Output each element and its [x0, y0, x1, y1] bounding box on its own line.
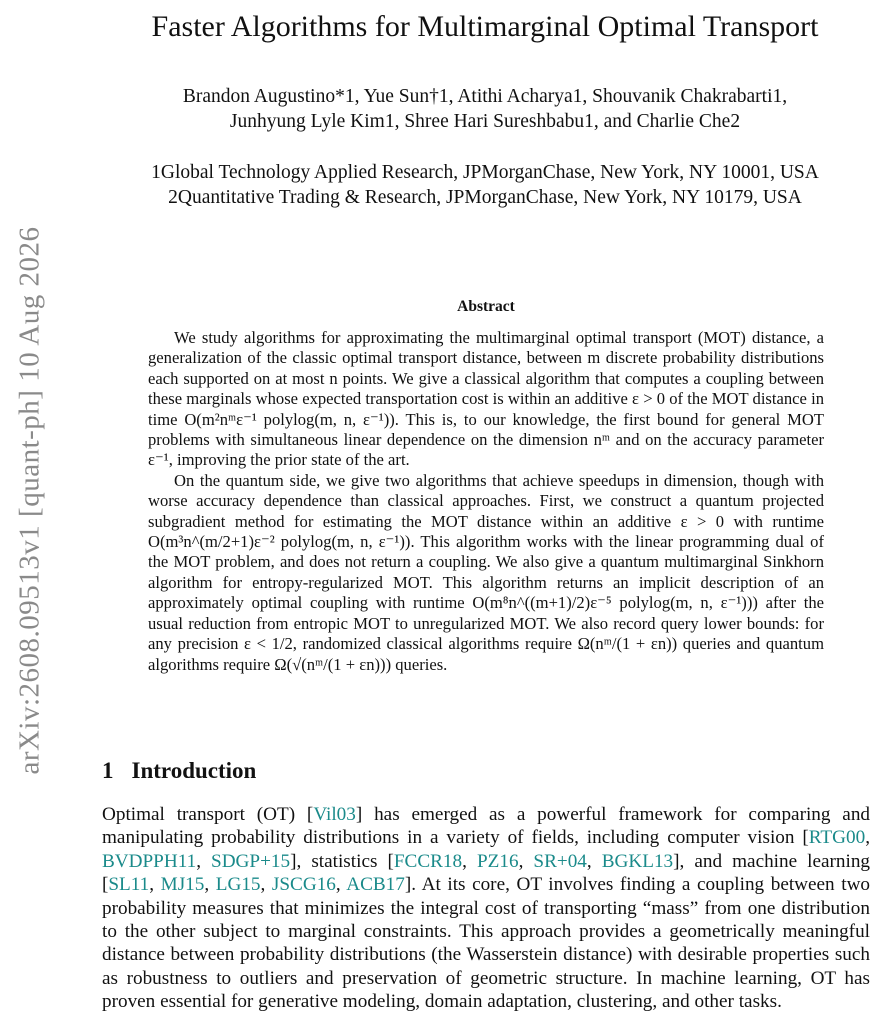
author-line-1: Brandon Augustino*1, Yue Sun†1, Atithi Acharya1, Shouvanik Chakrabarti1,	[182, 86, 788, 107]
abstract-paragraph: We study algorithms for approximating the multimarginal optimal transport (MOT) distance, a generalization of the classic optimal transport distance, between m discrete probability distributions each supported on at most n points. We give a classical algorithm that computes a coupling between these marginals whose expected transportation cost is within an additive ε > 0 of the MOT distance in time O(m²nᵐε⁻¹ polylog(m, n, ε⁻¹)). This is, to our knowledge, the first bound for general MOT problems with simultaneous linear dependence on the dimension nᵐ and on the accuracy parameter ε⁻¹, improving the prior state of the art.	[148, 328, 824, 470]
author-line-2: Junhyung Lyle Kim1, Shree Hari Sureshbabu1, and Charlie Che2	[229, 111, 741, 132]
introduction-body	[102, 803, 870, 1014]
affiliation-2: 2Quantitative Trading & Research, JPMorganChase, New York, NY 10179, USA	[168, 187, 802, 208]
abstract-heading: Abstract	[457, 298, 515, 315]
citation-link[interactable]: Vil03	[313, 804, 356, 825]
affiliation-1: 1Global Technology Applied Research, JPMorganChase, New York, NY 10001, USA	[151, 162, 819, 183]
citation-link[interactable]: BVDPPH11	[102, 850, 197, 872]
author-list	[100, 84, 870, 134]
citation-link[interactable]: SR+04	[533, 850, 587, 872]
paper-title: Faster Algorithms for Multimarginal Optimal Transport	[151, 10, 819, 43]
arxiv-sidebar	[0, 0, 60, 1000]
intro-text: ], statistics [	[290, 850, 394, 872]
citation-link[interactable]: BGKL13	[601, 850, 674, 872]
intro-text: ], and machine learning [	[102, 850, 871, 896]
citation-link[interactable]: ACB17	[346, 874, 405, 896]
citation-link[interactable]: RTG00	[808, 827, 866, 849]
citation-link[interactable]: PZ16	[476, 850, 519, 872]
citation-link[interactable]: LG15	[215, 874, 261, 896]
section-title: Introduction	[131, 758, 257, 783]
citation-link[interactable]: MJ15	[160, 874, 205, 896]
arxiv-stamp: arXiv:2608.09513v1 [quant-ph] 10 Aug 2026	[13, 225, 46, 775]
citation-separator: ,	[204, 874, 216, 896]
citation-separator: ,	[518, 850, 534, 872]
citation-separator: ,	[149, 874, 161, 896]
citation-separator: ,	[462, 850, 477, 872]
abstract-paragraph: On the quantum side, we give two algorithms that achieve speedups in dimension, though with worse accuracy dependence than classical approaches. First, we construct a quantum projected subgradient method for estimating the MOT distance within an additive ε > 0 with runtime O(m³n^(m/2+1)ε⁻² polylog(m, n, ε⁻¹)). This algorithm works with the linear programming dual of the MOT problem, and does not return a coupling. We also give a quantum multimarginal Sinkhorn algorithm for entropy-regularized MOT. This algorithm returns an implicit description of an approximately optimal coupling with runtime O(m⁸n^((m+1)/2)ε⁻⁵ polylog(m, n, ε⁻¹))) after the usual reduction from entropic MOT to unregularized MOT. We also record query lower bounds: for any precision ε < 1/2, randomized classical algorithms require Ω(nᵐ/(1 + εn)) queries and quantum algorithms require Ω(√(nᵐ/(1 + εn))) queries.	[148, 470, 824, 674]
citation-separator: ,	[586, 850, 602, 872]
citation-separator: ,	[260, 874, 272, 896]
intro-text: ]. At its core, OT involves finding a coupling between two probability measures that minimizes the integral cost of transporting “mass” from one distribution to the other subject to marginal constraints. This approach provides a geometrically meaningful distance between probability distributions (the Wasserstein distance) with desirable properties such as robustness to outliers and preservation of geometric structure. In machine learning, OT has proven essential for generative modeling, domain adaptation, clustering, and other tasks.	[102, 874, 871, 1013]
citation-link[interactable]: SDGP+15	[211, 850, 291, 872]
citation-separator: ,	[865, 827, 870, 849]
abstract-body	[148, 328, 824, 675]
intro-paragraph	[102, 803, 870, 1014]
citation-link[interactable]: SL11	[108, 874, 150, 896]
citation-separator: ,	[196, 850, 212, 872]
citation-separator: ,	[335, 874, 347, 896]
citation-link[interactable]: FCCR18	[393, 850, 463, 872]
intro-text: ] has emerged as a powerful framework for comparing and manipulating probability distributions in a variety of fields, including computer vision [	[102, 804, 871, 849]
section-heading	[102, 758, 256, 784]
citation-link[interactable]: JSCG16	[271, 874, 336, 896]
section-number: 1	[102, 758, 114, 783]
intro-text: Optimal transport (OT) [	[102, 804, 314, 825]
affiliations	[100, 160, 870, 210]
